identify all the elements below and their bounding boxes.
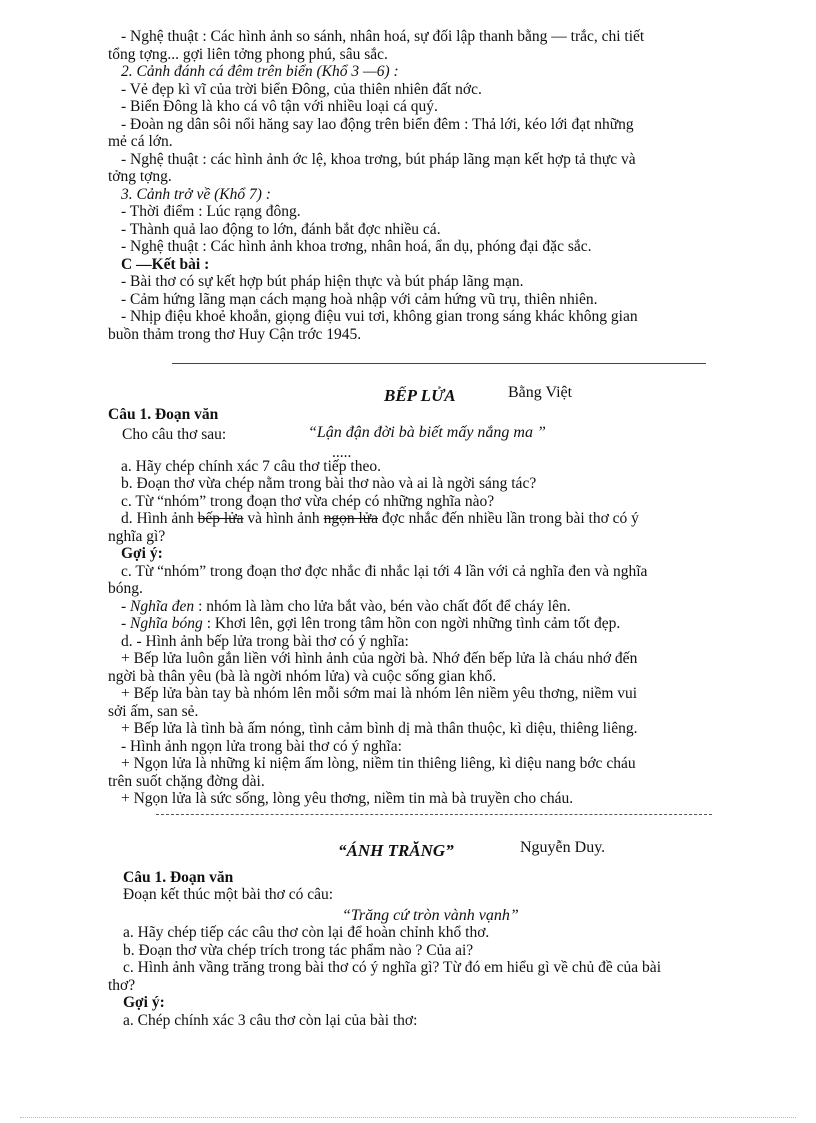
question-b: b. Đoạn thơ vừa chép nằm trong bài thơ nào và ai là ngời sáng tác? [121,475,537,492]
poem-author: Nguyễn Duy. [520,838,606,856]
bep-lua-title-row [108,386,780,412]
document-page [108,28,780,1029]
text-line: thơ? [108,976,136,994]
poem-author: Bằng Việt [508,384,573,401]
meaning-figurative-label: - Nghĩa bóng [121,615,203,632]
hint-line: - Hình ảnh ngọn lửa trong bài thơ có ý nghĩa: [121,737,402,755]
hint-label: Gợi ý: [121,545,163,562]
hint-line: c. Từ “nhóm” trong đoạn thơ đợc nhắc đi nhắc lại tới 4 lần với cả nghĩa đen và nghĩa [121,562,648,580]
prompt-label: Cho câu thơ sau: [122,425,227,443]
text-line: - Biển Đông là kho cá vô tận với nhiều loại cá quý. [121,98,438,115]
text-line: a. Hãy chép tiếp các câu thơ còn lại để hoàn chỉnh khổ thơ. [123,924,490,941]
text-line: 3. Cảnh trở về (Khổ 7) : [121,185,271,203]
text-line: - Cảm hứng lãng mạn cách mạng hoà nhập với cảm hứng vũ trụ, thiên nhiên. [121,290,598,308]
text-line: - Nhịp điệu khoẻ khoắn, giọng điệu vui tơi, không gian trong sáng khác không gian [121,308,638,325]
text-line: - Đoàn ng dân sôi nổi hăng say lao động trên biển đêm : Thả lới, kéo lới đạt những [121,115,634,133]
hint-line: + Bếp lửa là tình bà ấm nóng, tình cảm bình dị mà thân thuộc, kì diệu, thiêng liêng. [121,720,638,737]
text-line: b. Đoạn thơ vừa chép trích trong tác phẩm nào ? Của ai? [123,941,474,959]
text-line: Gợi ý: [123,994,165,1011]
text-line: tổng tợng... gợi liên tởng phong phú, sâu sắc. [108,45,388,63]
section-divider [172,363,706,364]
text-line: C —Kết bài : [121,255,210,273]
hint-line: bóng. [108,580,143,597]
question-d-continued: nghĩa gì? [108,527,166,545]
hint-line: ngời bà thân yêu (bà là ngời nhóm lửa) và cuộc sống gian khổ. [108,667,497,685]
question-d-part1: d. Hình ảnh [121,510,194,527]
question-heading: Câu 1. Đoạn văn [123,868,234,886]
quoted-verse: “Trăng cứ tròn vành vạnh” [342,906,519,924]
poem-summary-section [108,28,780,343]
meaning-literal-text: : nhóm là làm cho lửa bắt vào, bén vào chất đốt để cháy lên. [194,597,571,615]
question-d-part2: và hình ảnh [247,510,320,527]
text-line: - Thành quả lao động to lớn, đánh bắt đợc nhiều cá. [121,220,441,238]
anh-trang-questions [108,924,780,1029]
anh-trang-title-row [108,838,780,869]
hint-line: + Bếp lửa bàn tay bà nhóm lên mỗi sớm mai là nhóm lên niềm yêu thơng, niềm vui [121,685,638,702]
text-line: - Bài thơ có sự kết hợp bút pháp hiện thực và bút pháp lãng mạn. [121,273,524,290]
hint-line: d. - Hình ảnh bếp lửa trong bài thơ có ý nghĩa: [121,632,409,650]
meaning-figurative-text: : Khơi lên, gợi lên trong tâm hồn con ngời những tình cảm tốt đẹp. [202,615,621,632]
quoted-verse: “Lận đận đời bà biết mấy nắng ma ” [308,423,546,441]
hint-answers [108,563,780,598]
text-line: tởng tợng. [108,168,172,185]
poem-title: “ÁNH TRĂNG” [338,840,454,860]
term-ngon-lua: ngọn lửa [323,510,379,527]
text-line: mẻ cá lớn. [108,133,173,150]
text-line: c. Hình ảnh vầng trăng trong bài thơ có ý nghĩa gì? Từ đó em hiểu gì về chủ đề của bài [123,959,661,976]
meaning-figurative [108,615,780,633]
text-line: - Nghệ thuật : các hình ảnh ớc lệ, khoa trơng, bút pháp lãng mạn kết hợp tả thực và [121,150,636,168]
intro-text: Đoạn kết thúc một bài thơ có câu: [123,886,334,903]
hint-line: + Ngọn lửa là những kỉ niệm ấm lòng, niềm tin thiêng liêng, kì diệu nang bớc cháu [121,755,636,772]
term-bep-lua: bếp lửa [197,510,244,527]
text-line: buồn thảm trong thơ Huy Cận trớc 1945. [108,325,362,343]
text-line: - Nghệ thuật : Các hình ảnh so sánh, nhân hoá, sự đối lập thanh bằng — trắc, chi tiết [121,28,645,45]
text-line: - Nghệ thuật : Các hình ảnh khoa trơng, nhân hoá, ẩn dụ, phóng đại đặc sắc. [121,238,592,255]
dashed-divider [156,814,712,815]
hint-answers-d [108,633,780,808]
text-line: - Thời điểm : Lúc rạng đông. [121,203,301,220]
poem-title: BẾP LỬA [384,386,456,405]
text-line: 2. Cảnh đánh cá đêm trên biển (Khổ 3 —6) : [121,63,399,80]
question-d-part3: đợc nhắc đến nhiều lần trong bài thơ có ý [381,510,639,527]
text-line: a. Chép chính xác 3 câu thơ còn lại của bài thơ: [123,1011,418,1029]
meaning-literal-label: - Nghĩa đen [121,597,195,615]
question-heading: Câu 1. Đoạn văn [108,406,219,423]
question-c: c. Từ “nhóm” trong đoạn thơ vừa chép có những nghĩa nào? [121,492,495,510]
hint-line: + Ngọn lửa là sức sống, lòng yêu thơng, niềm tin mà bà truyền cho cháu. [121,790,574,807]
meaning-literal [108,598,780,616]
question-d [108,510,780,528]
question-a: a. Hãy chép chính xác 7 câu thơ tiếp theo. [121,457,381,475]
page-bottom-rule [20,1117,796,1118]
text-line: - Vẻ đẹp kì vĩ của trời biển Đông, của thiên nhiên đất nớc. [121,80,482,98]
ellipsis: ..... [332,443,352,461]
hint-line: + Bếp lửa luôn gắn liền với hình ảnh của ngời bà. Nhớ đến bếp lửa là cháu nhớ đến [121,650,638,667]
hint-line: trên suốt chặng đờng dài. [108,772,265,790]
hint-line: sởi ấm, san sẻ. [108,702,199,720]
quote-row [108,424,780,448]
